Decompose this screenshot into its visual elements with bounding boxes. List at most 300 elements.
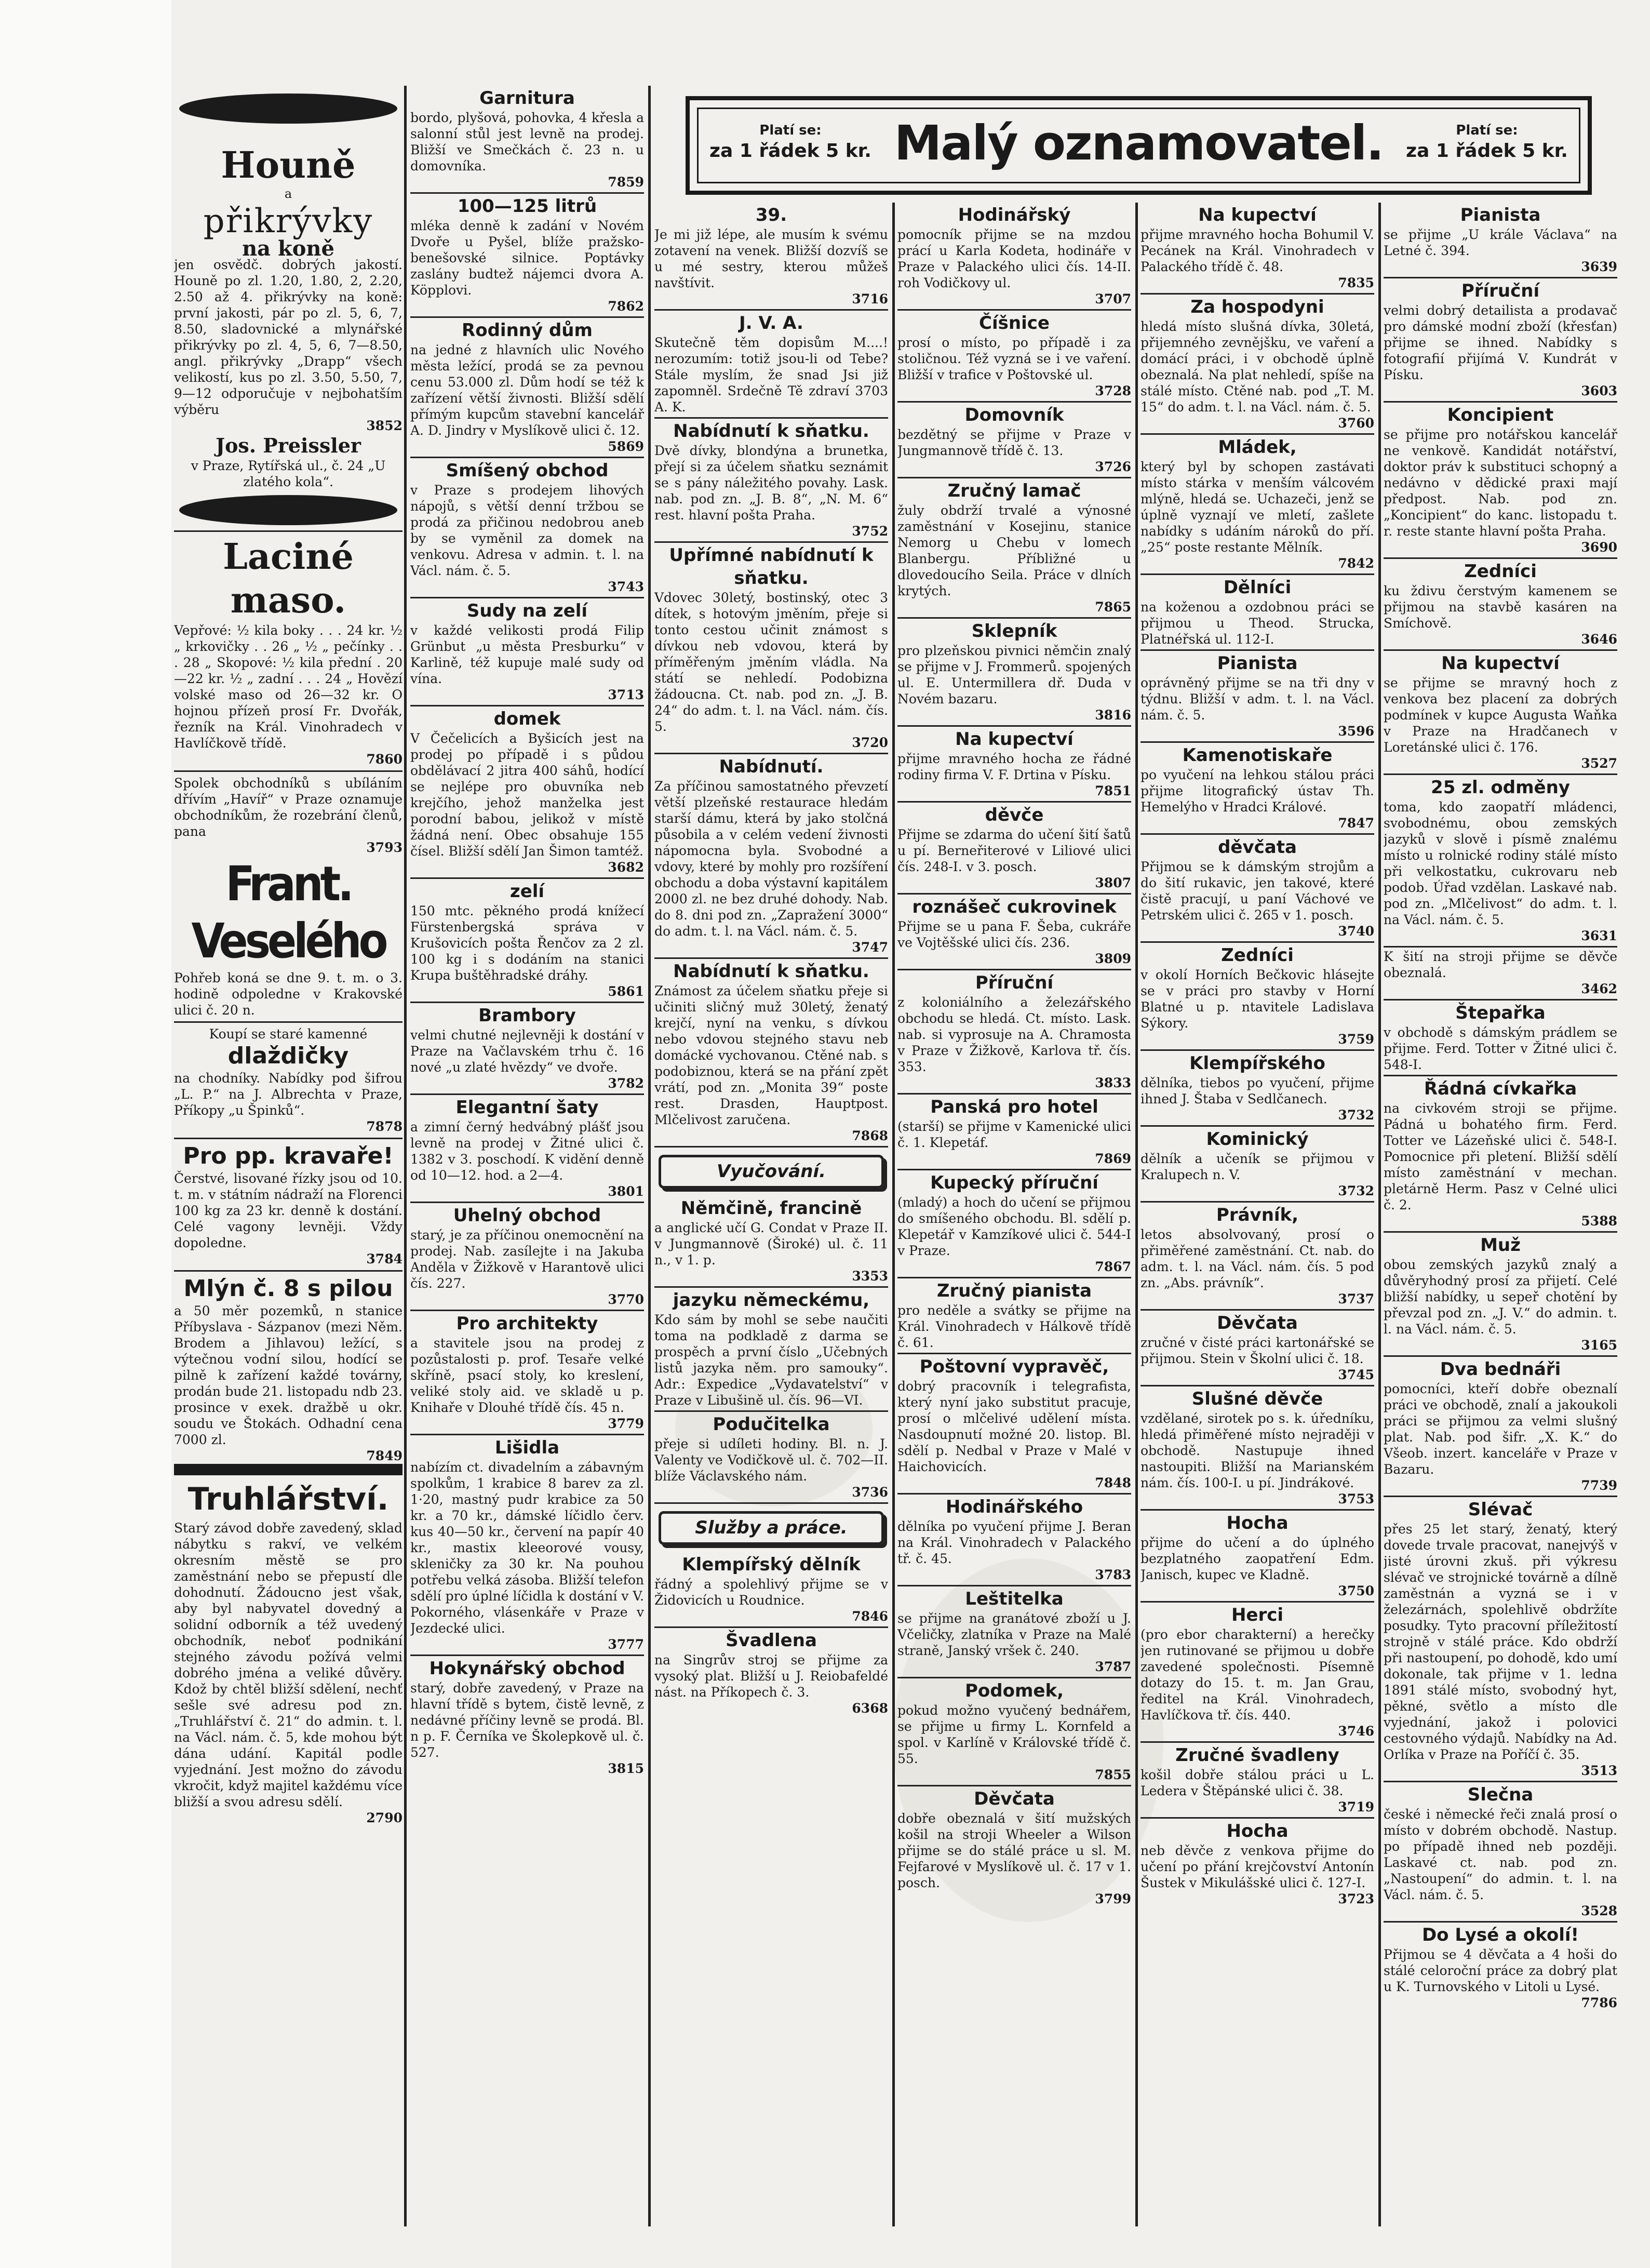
ad-body: přijme do učení a do úplného bezplatného zaopatření Edm. Janisch, kupec ve Kladně. (1141, 1535, 1374, 1582)
section-heading: Vyučování. (659, 1155, 884, 1189)
classified-ad (410, 1435, 644, 1656)
ad-body: po vyučení na lehkou stálou práci přijme litografický ústav Th. Hemelýho v Hradci Králové. (1141, 767, 1374, 815)
classified-ad (1141, 1203, 1374, 1311)
ad-code: 6368 (852, 1701, 888, 1716)
ad-body: K šití na stroji přijme se děvče obeznalá. (1384, 949, 1617, 980)
ad-body: dobrý pracovník i telegrafista, který nyní jako substitut pracuje, prosí o mlčelivé udělení místa. Nasdoupnutí možné 20. listop. Bl. sdělí p. Nedbal v Praze v Malé v Haichovicích. (897, 1379, 1131, 1474)
column-rule (1378, 203, 1381, 2226)
ad-body: Je mi již lépe, ale musím k svému zotavení na venek. Bližší dozvíš se u mé sestry, kterou můžeš navštívit. (654, 227, 888, 290)
ad-code: 3787 (1095, 1659, 1131, 1674)
ad-title: Mládek, (1218, 437, 1297, 458)
ad-body: Kdo sám by mohl se sebe naučiti toma na podkladě z darma se prospěch a první číslo „Učebných listů jazyka něm. pro samouky“. Adr.: Expedice „Vydavatelství“ v Praze v Libušině ul. čís. 96—VI. (654, 1312, 888, 1408)
ad-code: 3807 (1095, 875, 1131, 890)
ad-body: v každé velikosti prodá Filip Grünbut „u města Presburku“ v Karlině, též kupuje malé sudy od vína. (410, 623, 644, 686)
classified-ad (897, 803, 1131, 895)
ad-title: Pianista (1217, 653, 1298, 674)
ad-code: 3596 (1338, 724, 1374, 739)
ad-signature: Jos. Preissler (216, 434, 361, 457)
classified-ad (654, 1552, 888, 1628)
classified-ad (410, 1003, 644, 1095)
ad-code: 3745 (1338, 1367, 1374, 1382)
ad-code: 7849 (366, 1448, 403, 1463)
ad-title: Hodinářský (958, 205, 1071, 225)
ad-body: v Praze s prodejem lihových nápojů, s větší denní tržbou se prodá za přičinou nedobrou aneb by se vyměnil za domek na venkovu. Adresa v admin. t. l. na Václ. nám. č. 5. (410, 483, 644, 578)
ad-body: (pro ebor charakterní) a herečky jen rutinované se přijmou u dobře zavedené společnosti. Písemně dotazy do 15. t. m. Jan Grau, ředitel na Král. Vinohradech, Havlíčkova tř. čís. 440. (1141, 1627, 1374, 1723)
classified-ad (1384, 1357, 1617, 1497)
ad-body: přijme mravného hocha Bohumil V. Pecánek na Král. Vinohradech v Palackého třídě č. 48. (1141, 227, 1374, 274)
ad-title: Hokynářský obchod (429, 1658, 625, 1679)
ad-code: 2790 (366, 1810, 403, 1825)
classified-ad (897, 1354, 1131, 1495)
classified-ad (1141, 1311, 1374, 1386)
ad-body: se přijme na granátové zboží u J. Včeličky, zlatníka v Praze na Malé straně, Janský vršek č. 240. (897, 1611, 1131, 1658)
ad-code: 3782 (608, 1076, 644, 1091)
classified-ad (1141, 835, 1374, 943)
ad-title: Zručný pianista (936, 1280, 1092, 1301)
ad-subtitle: přikrývky (203, 202, 373, 241)
divider (174, 1021, 403, 1023)
classified-ad (410, 706, 644, 879)
ad-code: 3462 (1581, 981, 1617, 996)
ad-title: Nabídnutí. (719, 756, 824, 777)
classified-ad (1141, 1051, 1374, 1127)
ad-code: 5861 (608, 984, 644, 999)
ad-body: jen osvědč. dobrých jakostí. Houně po zl. 1.20, 1.80, 2, 2.20, 2.50 až 4. přikrývky na koně: první jakosti, pár po zl. 5, 6, 7, 8.50, sladovnické a mlynářské přikrývky po zl. 4, 5, 6, 7—8.50, angl. přikrývky „Drapp“ všech velikostí, kus po zl. 3.50, 5.50, 7, 9—12 odporučuje v nejbohatším výběru (174, 257, 403, 417)
divider (174, 1270, 403, 1272)
ad-title: Pianista (1460, 205, 1541, 225)
column-rule (1135, 203, 1138, 2226)
ad-body: žuly obdrží trvalé a výnosné zaměstnání v Kosejinu, stanice Nemorg u Chebu v lomech Blanbergu. Příbližné u dlovedoucího Seila. Práce v dlních krytých. (897, 503, 1131, 598)
ad-title: Podomek, (965, 1680, 1064, 1701)
ad-code: 3852 (366, 418, 403, 433)
classified-ad (1141, 575, 1374, 651)
ad-body: pro neděle a svátky se přijme na Král. Vinohradech v Hálkově třídě č. 61. (897, 1303, 1131, 1350)
ad-title: Zedníci (1464, 561, 1537, 582)
ad-code: 3809 (1095, 951, 1131, 966)
ad-body: se přijme „U krále Václava“ na Letné č. 394. (1384, 227, 1617, 258)
ad-title: Lišidla (494, 1437, 560, 1458)
ad-body: vzdělané, sirotek po s. k. úředníku, hledá přiměřené místo nejraději v obchodě. Nastupuje ihned nastoupiti. Bližší na Marianském nám. čís. 100-I. u pí. Jindrákové. (1141, 1411, 1374, 1490)
ad-code: 3760 (1338, 416, 1374, 431)
ad-code: 3726 (1095, 459, 1131, 474)
ad-code: 7835 (1338, 275, 1374, 290)
ad-title: Na kupectví (1198, 205, 1317, 225)
ad-body: Pohřeb koná se dne 9. t. m. o 3. hodině odpoledne v Krakovské ulici č. 20 n. (174, 970, 403, 1018)
masthead-right-line1: Platí se: (1456, 123, 1518, 138)
ad-body: Za příčinou samostatného převzetí větší plzeňské restaurace hledám starší dámu, která by jako stolčná působila a v celém vedení živnosti nápomocna byla. Svobodné a vdovy, které by mohly pro rozšíření obchodu a doba výstavní kapitálem 2000 zl. ne bez druhé dohody. Nab. do 8. dni pod zn. „Zapražení 3000“ do adm. t. l. na Václ. nám. č. 5. (654, 779, 888, 939)
ad-title: Sklepník (971, 621, 1057, 642)
classified-ad (1141, 435, 1374, 575)
ad-title: 100—125 litrů (457, 196, 597, 217)
classified-ad (1384, 559, 1617, 651)
ad-title: Hodinářského (945, 1497, 1083, 1517)
ad-title: Slévač (1468, 1499, 1533, 1520)
ad-code: 7859 (608, 175, 644, 190)
ad-pretitle: Koupí se staré kamenné (209, 1026, 368, 1042)
ad-title: Muž (1480, 1235, 1521, 1256)
ad-code: 3816 (1095, 708, 1131, 723)
ad-title: Herci (1231, 1605, 1284, 1625)
ad-title: Brambory (478, 1005, 576, 1026)
ad-code: 7862 (608, 299, 644, 314)
classified-ad (1141, 1511, 1374, 1603)
ad-title: Zručný lamač (947, 481, 1081, 501)
ad-title: Děvčata (1217, 1313, 1298, 1333)
ad-code: 3801 (608, 1184, 644, 1199)
ad-code: 3732 (1338, 1183, 1374, 1198)
ad-body: Vepřové: ½ kila boky . . . 24 kr. ½ „ krkovičky . . 26 „ ½ „ pečínky . . . 28 „ Skopové: ½ kila přední . 20—22 kr. ½ „ zadní . . . 24 „ Hovězí volské maso od 26—32 kr. O hojnou přízeň prosí Fr. Dvořák, řezník na Král. Vinohradech v Havlíčkově třídě. (174, 623, 403, 751)
ad-title: Dělníci (1223, 577, 1292, 598)
classified-ad (897, 970, 1131, 1095)
ad-body: dělníka po vyučení přijme J. Beran na Král. Vinohradech v Palackého tř. č. 45. (897, 1519, 1131, 1566)
ad-body: 150 mtc. pěkného prodá knížecí Fürstenbergská správa v Krušovicích pošta Řenčov za 2 zl. 100 kg i s dodáním na stanici Krupa buštěhradské dráhy. (410, 903, 644, 983)
section-heading: Služby a práce. (659, 1511, 884, 1545)
ad-code: 3753 (1338, 1491, 1374, 1506)
ad-code: 3353 (852, 1269, 888, 1284)
ad-body: dělníka, tiebos po vyučení, přijme ihned J. Štaba v Sedlčanech. (1141, 1075, 1374, 1106)
column-5 (1141, 203, 1374, 2247)
ornament-blob (179, 495, 397, 525)
ad-body: (mladý) a hoch do učení se přijmou do smíšeného obchodu. Bl. sdělí p. Klepetář v Kamzíkové ulici č. 544-I v Praze. (897, 1195, 1131, 1258)
ad-body: Skutečně těm dopisům M....! nerozumím: totiž jsou-li od Tebe? Stále myslím, že snad Jsi již zapomněl. Srdečně Tě zdraví 3703 A. K. (654, 335, 888, 415)
ad-body: velmi chutné nejlevněji k dostání v Praze na Vačlavském trhu č. 16 nové „u zlaté hvězdy“ ve dvoře. (410, 1028, 644, 1075)
masthead (686, 96, 1592, 195)
ad-body: z koloniálního a železářského obchodu se hledá. Ct. místo. Lask. nab. si vyprosuje na A. Chramosta v Praze v Žižkově, Karlova tř. čís. 353. (897, 995, 1131, 1074)
classified-ad (654, 203, 888, 311)
ad-body: starý, je za příčinou onemocnění na prodej. Nab. zasílejte i na Jakuba Anděla v Žižkově v Harantově ulici čís. 227. (410, 1228, 644, 1291)
classified-ad (1141, 1603, 1374, 1743)
ad-title: Na kupectví (1441, 653, 1560, 674)
ad-body: obou zemských jazyků znalý a důvěryhodný prosí za přijetí. Celé bližší nabídky, u sepeř chotění by převzal pod zn. „J. V.“ do admin. t. l. na Václ. nám. č. 5. (1384, 1257, 1617, 1337)
ad-title: Domovník (964, 405, 1064, 425)
classified-ad (410, 1095, 644, 1203)
classified-ad (1141, 1743, 1374, 1819)
column-4 (897, 203, 1131, 2247)
ad-code: 3513 (1581, 1763, 1617, 1778)
ad-code: 5388 (1581, 1213, 1617, 1229)
ad-body: Přijmou se k dámským strojům a do šití rukavic, jen takové, které čistě pracují, u paní Váchové ve Petrském ulici č. 265 v 1. posch. (1141, 859, 1374, 923)
ad-body: dobře obeznalá v šití mužských košil na stroji Wheeler a Wilson přijme se do stálé práce u sl. M. Fejfarové v Myslíkově ul. č. 17 v 1. posch. (897, 1811, 1131, 1890)
classified-ad (1141, 651, 1374, 743)
ad-title: Pro pp. kravaře! (183, 1143, 394, 1169)
ad-code: 3747 (852, 940, 888, 955)
classified-ad (897, 1786, 1131, 1909)
ad-title: jazyku německému, (673, 1290, 870, 1311)
classified-ad (410, 318, 644, 458)
ad-title: Sudy na zelí (466, 601, 588, 621)
ad-title: Koncipient (1447, 405, 1554, 425)
ad-body: bordo, plyšová, pohovka, 4 křesla a salonní stůl jest levně na prodej. Bližší ve Smečkách č. 23 n. u domovníka. (410, 110, 644, 174)
ad-title: 39. (755, 205, 787, 225)
ad-code: 3737 (1338, 1291, 1374, 1306)
ad-body: na Singrův stroj se přijme za vysoký plat. Bližší u J. Reiobafeldé nást. na Příkopech č. 3. (654, 1652, 888, 1700)
ad-title: Houně (221, 143, 356, 186)
ad-code: 3527 (1581, 756, 1617, 771)
ad-code: 3746 (1338, 1724, 1374, 1739)
ad-body: V Čečelicích a Byšicích jest na prodej po případě i s půdou obdělávací 2 jitra 400 sáhů, hodící se nejlépe pro obuvníka neb krejčího, jehož manželka jest porodní babou, jelikož v místě žádná není. Obec obsahuje 155 čísel. Bližší sdělí Jan Šimon tamtéž. (410, 731, 644, 859)
classified-ad (897, 403, 1131, 478)
classified-ad (654, 1196, 888, 1288)
ad-body: a 50 měr pozemků, n stanice Příbyslava - Sázpanov (mezi Něm. Brodem a Jihlavou) ležící, s výtečnou vodní silou, hodící se pilně k zařízení každé továrny, prodán bude 21. listopadu ndb 23. prosince v exek. dražbě u okr. soudu ve Štokách. Odhadní cena 7000 zl. (174, 1303, 403, 1447)
ad-title: Kominický (1206, 1129, 1309, 1150)
classified-ad (1384, 203, 1617, 278)
ad-title: Poštovní vypravěč, (919, 1356, 1109, 1377)
ad-title: Švadlena (726, 1630, 817, 1651)
ad-body: starý, dobře zavedený, v Praze na hlavní třídě s bytem, čistě levně, z nedávné příčiny levně se prodá. Bl. n p. F. Černíka ve Školepkově ul. č. 527. (410, 1680, 644, 1760)
column-3 (654, 203, 888, 2247)
classified-ad (897, 1678, 1131, 1786)
classified-ad (1384, 1497, 1617, 1782)
ad-address: v Praze, Rytířská ul., č. 24 „U zlatého kola“. (191, 458, 386, 489)
masthead-price-left (702, 120, 879, 162)
ad-title: Příruční (975, 972, 1054, 993)
ad-code: 3639 (1581, 259, 1617, 274)
ad-body: Spolek obchodníků s ubíláním dřívím „Havíř“ v Praze oznamuje obchodníkům, že rozebrání členů, pana (174, 776, 403, 839)
masthead-title: Malý oznamovatel. (894, 115, 1384, 171)
classified-ad (654, 419, 888, 543)
ad-title: Na kupectví (955, 729, 1074, 750)
classified-ad (1141, 203, 1374, 295)
ad-title: J. V. A. (739, 313, 803, 333)
classified-ad (654, 754, 888, 959)
ad-title: Právník, (1216, 1205, 1299, 1225)
ad-body: na chodníky. Nabídky pod šifrou „L. P.“ na J. Albrechta v Praze, Příkopy „u Špinků“. (174, 1071, 403, 1118)
ad-body: na koženou a ozdobnou práci se přijmou u Theod. Strucka, Platnéřská ul. 112-I. (1141, 599, 1374, 647)
ad-title: Panská pro hotel (930, 1097, 1098, 1117)
ad-body: oprávněný přijme se na tři dny v týdnu. Bližší v adm. t. l. na Václ. nám. č. 5. (1141, 675, 1374, 723)
ad-title: Příruční (1461, 281, 1540, 301)
classified-ad (1384, 651, 1617, 775)
ad-title: Rodinný dům (462, 320, 593, 341)
ornament-blob (179, 94, 397, 124)
classified-ad (654, 543, 888, 754)
classified-ad (410, 86, 644, 194)
column-rule (892, 203, 895, 2226)
classified-ad (897, 619, 1131, 727)
classified-ad (410, 598, 644, 706)
ad-title: Zručné švadleny (1175, 1745, 1339, 1766)
ad-body: Starý závod dobře zavedený, sklad nábytku s rakví, ve velkém okresním městě se pro zaměstnání nebo se přepustí dle dohodnutí. Žádoucno jest však, aby byl nabyvatel dovedný a solidní odborník a též uvedený obchodník, neboť podnikání stejného závodu požívá velmi dobrého jména a veliké důvěry. Kdož by chtěl bližší sdělení, nechť sešle své adresu pod zn. „Truhlářství č. 21“ do admin. t. l. na Václ. nám. č. 5, kde mohou být dána udání. Kapitál podle vyjednání. Jest možno do závodu vkročit, když majitel každému více bližší a svou adresu sdělí. (174, 1520, 403, 1809)
ad-body: české i německé řeči znalá prosí o místo v dobrém obchodě. Nastup. po případě ihned neb později. Laskavé ct. nab. pod zn. „Nastoupení“ do admin. t. l. na Václ. nám. č. 5. (1384, 1807, 1617, 1902)
classified-ad (1141, 943, 1374, 1051)
ad-title: Pro architekty (456, 1313, 598, 1334)
classified-ad (654, 1412, 888, 1504)
ad-code: 3631 (1581, 928, 1617, 943)
ad-code: 7865 (1095, 599, 1131, 615)
ad-code: 3165 (1581, 1338, 1617, 1353)
classified-ad (410, 458, 644, 598)
ad-title: Upřímné nabídnutí k sňatku. (669, 545, 874, 589)
masthead-left-line2: za 1 řádek 5 kr. (709, 140, 871, 162)
ad-body: ku ždivu čerstvým kamenem se přijmou na stavbě kasáren na Smíchově. (1384, 583, 1617, 631)
ad-title: Číšnice (979, 313, 1050, 333)
ad-code: 7848 (1095, 1475, 1131, 1490)
ad-title: Frant. Veselého (191, 856, 385, 969)
ad-code: 3750 (1338, 1583, 1374, 1598)
ad-body: přes 25 let starý, ženatý, který dovede trvale pracovat, nanejvýš v jisté úrovni zkuš. při výkresu slévač ve strojnické továrně a dílně zaměstnán a vyzná se i v železárnách, spolehlivě obdržíte posudky. Tyto pracovní příležitostí strojně v stálé práce. Kdo obdrží při nastoupení, po dohodě, kdo umí dokonale, tak přijme v 1. ledna 1891 stálé místo, svobodný hyt, pěkné, světlo a místo dle vyjednání, jakož i polovici cestovného výdajů. Nabídky na Ad. Orlíka v Praze na Poříčí č. 35. (1384, 1522, 1617, 1762)
ad-code: 3713 (608, 687, 644, 702)
classified-ad (897, 1170, 1131, 1278)
column-rule (404, 86, 407, 2226)
ad-body: prosí o místo, po případě i za stoličnou. Též vyzná se i ve vaření. Bližší v trafice v Poštovské ul. (897, 335, 1131, 382)
ad-code: 3777 (608, 1637, 644, 1652)
ad-code: 3740 (1338, 924, 1374, 939)
ad-title: Mlýn č. 8 s pilou (183, 1275, 393, 1302)
classified-ad (1384, 775, 1617, 948)
masthead-price-right (1399, 120, 1575, 162)
column-2 (410, 86, 644, 2247)
ad-body: dělník a učeník se přijmou v Kralupech n. V. (1141, 1151, 1374, 1182)
ad-code: 3770 (608, 1292, 644, 1307)
ad-body: Vdovec 30letý, bostinský, otec 3 dítek, s hotovým jměním, přeje si tonto cestou učinit známost s dívkou neb vdovou, která by příměřeným jměním vládla. Na státí se nehledí. Podobizna žádoucna. Ct. nab. pod zn. „J. B. 24“ do adm. t. l. na Václ. nám. čís. 5. (654, 590, 888, 734)
divider (174, 530, 403, 532)
ad-title: Nabídnutí k sňatku. (673, 421, 869, 442)
ad-title: Smíšený obchod (446, 460, 609, 481)
ad-code: 7869 (1095, 1151, 1131, 1166)
classified-ad (410, 879, 644, 1003)
ad-title: Elegantní šaty (455, 1097, 599, 1118)
ad-code: 3815 (608, 1761, 644, 1776)
ad-body: velmi dobrý detailista a prodavač pro dámské modní zboží (křesťan) přijme se ihned. Nabídky s fotografií přijímá V. Kundrát v Písku. (1384, 303, 1617, 382)
ad-body: Dvě dívky, blondýna a brunetka, přejí si za účelem sňatku seznámit se s pány náležitého povahy. Lask. nab. pod zn. „J. B. 8“, „N. M. 6“ rest. hlavní pošta Praha. (654, 443, 888, 523)
ad-body: v okolí Horních Bečkovic hlásejte se v práci pro stavby v Horní Blatné u p. ntavitele Ladislava Sýkory. (1141, 967, 1374, 1031)
ad-code: 3728 (1095, 383, 1131, 398)
ad-code: 7842 (1338, 556, 1374, 571)
ad-title: roznášeč cukrovinek (912, 897, 1117, 917)
ad-title: Kamenotiskaře (1182, 745, 1333, 766)
ad-code: 7855 (1095, 1767, 1131, 1782)
ad-title: Klempířský dělník (682, 1554, 861, 1575)
ad-title: Truhlářství. (174, 1464, 403, 1520)
classified-ad (1141, 1386, 1374, 1511)
column-1 (174, 88, 403, 2247)
ad-code: 3736 (852, 1485, 888, 1500)
ad-code: 3719 (1338, 1799, 1374, 1815)
ad-title: Klempířského (1189, 1053, 1325, 1074)
divider (174, 770, 403, 772)
ad-code: 3779 (608, 1416, 644, 1431)
ad-code: 7846 (852, 1609, 888, 1624)
ad-title: Hocha (1226, 1513, 1289, 1533)
ad-body: bezdětný se přijme v Praze v Jungmannově třídě č. 13. (897, 427, 1131, 458)
ad-body: na civkovém stroji se přijme. Pádná u bohatého firm. Ferd. Totter ve Lázeňské ulici č. 548-I. Pomocnice při pletení. Bližší sdělí místo zaměstnání v mechan. pletárně Herm. Pasz v Celné ulici č. 2. (1384, 1101, 1617, 1212)
ad-title: Nabídnutí k sňatku. (673, 961, 869, 982)
divider (174, 1138, 403, 1139)
ad-body: pomocník přijme se na mzdou prácí u Karla Kodeta, hodináře v Praze v Palackého ulici čís. 14-II. roh Vodičkovy ul. (897, 227, 1131, 290)
ad-body: mléka denně k zadání v Novém Dvoře u Pyšel, blíže pražsko-benešovské silnice. Poptávky zaslány budtež nájemci dvora A. Köpplovi. (410, 218, 644, 298)
ad-body: Přijme se u pana F. Šeba, cukráře ve Vojtěšské ulici čís. 236. (897, 919, 1131, 950)
ad-code: 3603 (1581, 383, 1617, 398)
ad-code: 3783 (1095, 1567, 1131, 1582)
ad-title: Němčině, francině (680, 1198, 862, 1219)
ad-body: a zimní černý hedvábný plášť jsou levně na prodej v Žitné ulici č. 1382 v 3. poschodí. K vidění denně od 10—12. hod. a 2—4. (410, 1119, 644, 1183)
ad-subtitle-2: na koně (242, 236, 334, 261)
ad-code: 7739 (1581, 1478, 1617, 1493)
classified-ad (1384, 948, 1617, 1000)
classified-ad (897, 203, 1131, 311)
ad-body: košil dobře stálou práci u L. Ledera v Štěpánské ulici č. 38. (1141, 1767, 1374, 1798)
ad-title: zelí (509, 881, 545, 902)
classified-ad (410, 1203, 644, 1311)
ad-title: děvče (985, 805, 1044, 825)
classified-ad (897, 1495, 1131, 1586)
ad-body: nabízím ct. divadelním a zábavným spolkům, 1 krabice 8 barev za zl. 1·20, mastný pudr krabice za 50 kr. a 70 kr., dámské líčidlo červ. kus 40—50 kr., červení na papír 40 kr., mastix kleeorové vousy, skleničky za 30 kr. Na pouhou potřebu velká zásoba. Bližší telefon sdělí pro úplné líčidla k dostání v V. Pokorného, vlásenkáře v Praze v Jezdecké ulici. (410, 1460, 644, 1636)
ad-title: Řádná cívkařka (1424, 1078, 1577, 1099)
classified-ad (654, 959, 888, 1148)
classified-ad (1384, 278, 1617, 403)
ad-code: 7847 (1338, 816, 1374, 831)
ad-body: Přijmou se 4 děvčata a 4 hoši do stálé celoroční práce za dobrý plat u K. Turnovského v Litoli u Lysé. (1384, 1947, 1617, 1994)
ad-title: 25 zl. odměny (1431, 777, 1570, 798)
classified-ad (897, 1095, 1131, 1170)
ad-body: pokud možno vyučený bednářem, se přijme u firmy L. Kornfeld a spol. v Karlíně v Královské třídě č. 55. (897, 1703, 1131, 1766)
ad-body: v obchodě s dámským prádlem se přijme. Ferd. Totter v Žitné ulici č. 548-I. (1384, 1025, 1617, 1072)
masthead-left-line1: Platí se: (759, 123, 822, 138)
ad-body: toma, kdo zaopatří mládenci, svobodnému, obou zemských jazyků v slově i písmě znalému místo u rolnické rodiny stálé místo při velkostatku, cukrovaru neb podob. Úřad vzdělan. Laskavé nab. pod zn. „Mlčelivost“ do adm. t. l. na Václ. nám. č. 5. (1384, 799, 1617, 927)
ad-body: se přijme pro notářskou kancelář ne venkově. Kandidát notářství, doktor práv k substituci schopný a nedávno v dědické praxi mají předpost. Nab. pod zn. „Koncipient“ do kanc. listopadu t. r. reste stante hlavní pošta Praha. (1384, 427, 1617, 539)
classified-ad (1384, 1000, 1617, 1076)
ad-code: 7867 (1095, 1259, 1131, 1274)
ad-body: (starší) se přijme v Kamenické ulici č. 1. Klepetáf. (897, 1119, 1131, 1150)
ad-body: přijme mravného hocha ze řádné rodiny firma V. F. Drtina v Písku. (897, 751, 1131, 782)
classified-ad (1384, 1076, 1617, 1233)
ad-code: 7878 (366, 1119, 403, 1134)
ad-body: přeje si udíleti hodiny. Bl. n. J. Valenty ve Vodičkově ul. č. 702—II. blíže Václavského nám. (654, 1436, 888, 1484)
ad-body: řádný a spolehlivý přijme se v Židovicích u Roudnice. (654, 1577, 888, 1608)
ad-title: Garnitura (479, 88, 575, 109)
ad-code: 3723 (1338, 1891, 1374, 1906)
ad-body: se přijme se mravný hoch z venkova bez placení za dobrých podmínek v kupce Augusta Waňka v Praze na Hradčanech v Loretánské ulici č. 176. (1384, 675, 1617, 755)
classified-ad (1141, 1127, 1374, 1203)
classified-ad (1141, 743, 1374, 835)
classified-ad (897, 895, 1131, 970)
ad-title: Slušné děvče (1191, 1389, 1323, 1409)
ad-title: Kupecký příruční (930, 1172, 1098, 1193)
ad-title: Za hospodyni (1190, 297, 1324, 317)
ad-code: 3833 (1095, 1075, 1131, 1090)
ad-title: Podučitelka (713, 1414, 830, 1435)
ad-code: 3793 (366, 840, 403, 855)
ad-body: a anglické učí G. Condat v Praze II. v Jungmannově (Široké) ul. č. 11 n., v 1. p. (654, 1220, 888, 1268)
ad-body: a stavitele jsou na prodej z pozůstalosti p. prof. Tesaře velké skříně, psací stoly, ko kreslení, veliké stoly aid. ve skladě u p. Knihaře v Dlouhé třídě čís. 45 n. (410, 1336, 644, 1415)
classified-ad (654, 1288, 888, 1412)
classified-ad (897, 727, 1131, 803)
ad-body: na jedné z hlavních ulic Nového města ležící, prodá se za pevnou cenu 53.000 zl. Dům hodí se též k zařízení větší živnosti. Bližší sdělí přímým kupcům stavební kancelář A. D. Jindry v Myslíkově ulici č. 12. (410, 342, 644, 438)
ad-code: 7868 (852, 1128, 888, 1143)
ad-title: Do Lysé a okolí! (1421, 1925, 1579, 1945)
page-margin (0, 0, 171, 2268)
ad-code: 3682 (608, 860, 644, 875)
classified-ad (410, 194, 644, 318)
classified-ad (1384, 1782, 1617, 1923)
ad-title: Laciné maso. (223, 536, 354, 621)
ad-title: Štepařka (1455, 1003, 1546, 1023)
ad-body: pro plzeňskou pivnici němčin znalý se přijme v J. Frommerů. spojených ul. E. Untermillera dř. Duda v Novém bazaru. (897, 643, 1131, 706)
ad-code: 3799 (1095, 1891, 1131, 1906)
ad-title: dlaždičky (227, 1043, 349, 1069)
classified-ad (654, 1628, 888, 1718)
classified-ad (1384, 1233, 1617, 1357)
classified-ad (897, 311, 1131, 403)
ad-code: 7860 (366, 752, 403, 767)
ad-title: Leštitelka (965, 1589, 1064, 1609)
column-6 (1384, 203, 1617, 2247)
ad-body: letos absolvovaný, prosí o přiměřené zaměstnání. Ct. nab. do adm. t. l. na Václ. nám. čís. 5 pod zn. „Abs. právník“. (1141, 1227, 1374, 1290)
column-rule (648, 86, 651, 2226)
classified-ad (1141, 295, 1374, 435)
ad-code: 3732 (1338, 1108, 1374, 1123)
ad-body: neb děvče z venkova přijme do učení po přání krejčovství Antonín Šustek v Mikulášské ulici č. 127-I. (1141, 1843, 1374, 1890)
